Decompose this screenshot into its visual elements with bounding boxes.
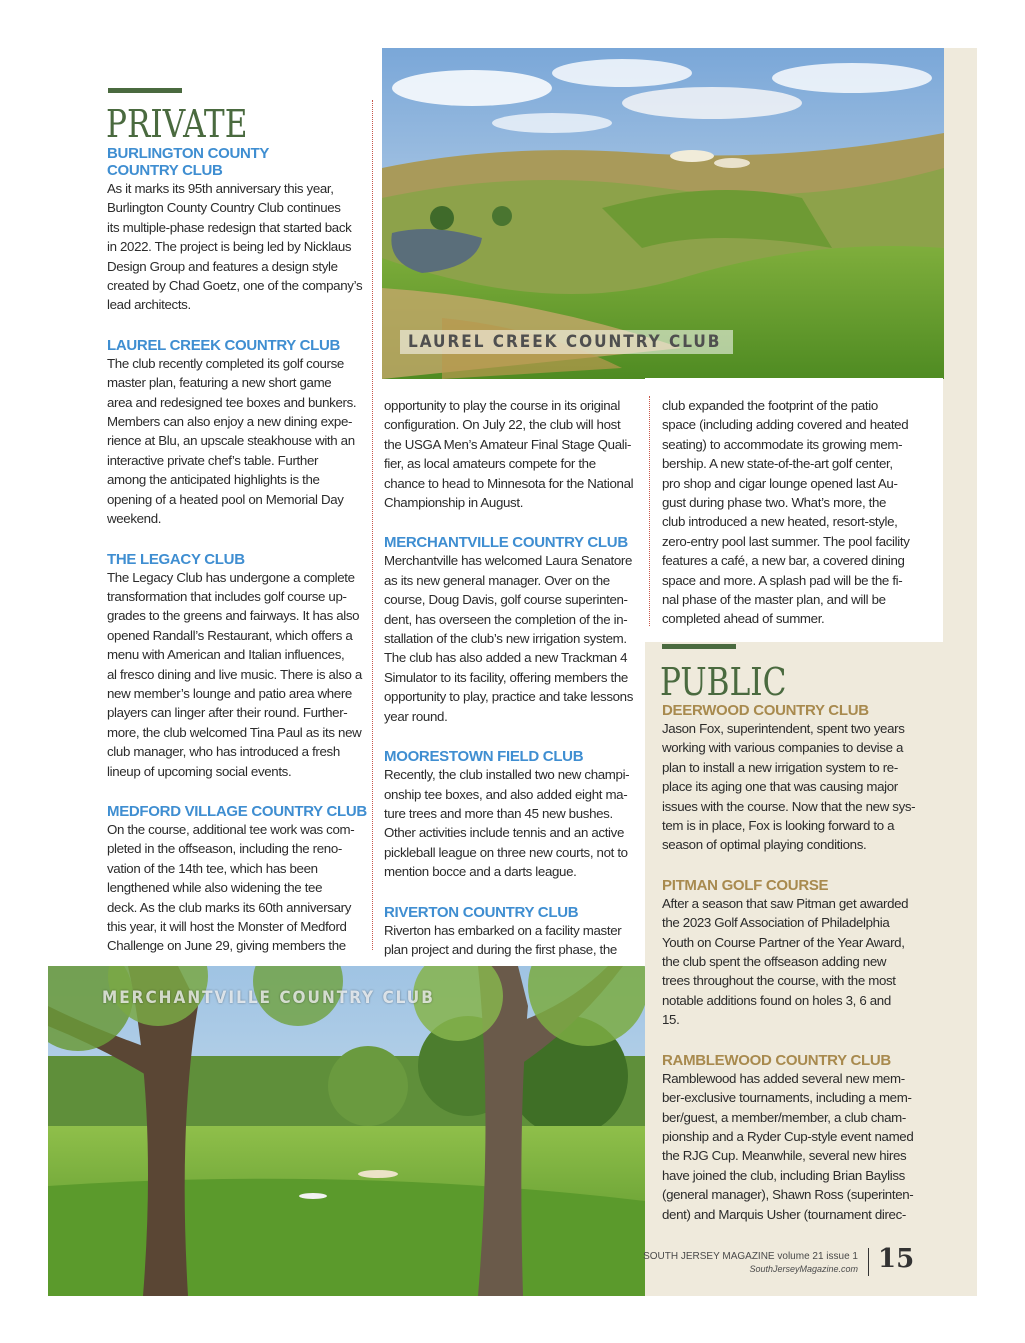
page-number: 15 (878, 1244, 915, 1274)
club-name: THE LEGACY CLUB (107, 550, 245, 568)
club-name: RIVERTON COUNTRY CLUB (384, 903, 579, 921)
club-description: Riverton has embarked on a facility master plan project and during the first phase, the (384, 922, 622, 957)
club-merchantville (384, 534, 642, 726)
club-description: The Legacy Club has undergone a complete transformation that includes golf course up- grades to the greens and fairways. It has also opened Randall’s Restaurant, which offers a menu with American and Italian influences, al fresco dining and live music. There is also a new member’s lounge and patio area where players can linger after their round. Further- more, the club welcomed Tina Paul as its new club manager, who has introduced a fresh lineup of upcoming social events. (107, 569, 362, 779)
club-name: MERCHANTVILLE COUNTRY CLUB (384, 534, 628, 552)
club-name: MEDFORD VILLAGE COUNTRY CLUB (107, 802, 367, 820)
club-laurel-creek (107, 337, 367, 529)
club-name: PITMAN GOLF COURSE (662, 876, 829, 894)
laurel-creek-photo (382, 48, 944, 379)
footer-divider (868, 1248, 869, 1276)
club-description: Merchantville has welcomed Laura Senatore as its new general manager. Over on the course, Doug Davis, golf course superinten- dent, has overseen the completion of the in- stallation of the club’s new irrigation system. The club has also added a new Trackman 4 Simulator to its facility, offering members the opportunity to play, practice and take lessons year round. (384, 553, 634, 724)
merchantville-photo (48, 966, 645, 1296)
club-name: MOORESTOWN FIELD CLUB (384, 748, 584, 766)
club-description: After a season that saw Pitman get awarded the 2023 Golf Association of Philadelphia Youth on Course Partner of the Year Award, the club spent the offseason adding new trees throughout the course, with the most notable additions found on holes 3, 6 and 15. (662, 895, 909, 1028)
riverton-continuation: club expanded the footprint of the patio space (including adding covered and heated seating) to accommodate its growing mem- bership. A new state-of-the-art golf center, pro shop and cigar lounge opened last Au- gust during phase two. What’s more, the club introduced a new heated, resort-style, zero-entry pool last summer. The pool facility features a café, a new bar, a covered dining space and more. A splash pad will be the fi- nal phase of the master plan, and will be completed ahead of summer. (662, 398, 910, 627)
club-pitman (662, 877, 937, 1030)
club-description: As it marks its 95th anniversary this year, Burlington County Country Club continues its multiple-phase redesign that started back in 2022. The project is being led by Nicklaus Design Group and features a design style created by Chad Goetz, one of the company’s lead architects. (107, 181, 363, 313)
club-name: DEERWOOD COUNTRY CLUB (662, 702, 869, 719)
club-description: On the course, additional tee work was com- pleted in the offseason, including the reno- vation of the 14th tee, which has been lengthened while also widening the tee deck. As the club marks its 60th anniversary this year, it will host the Monster of Medford Challenge on June 29, giving members the (107, 821, 355, 954)
column-divider-1 (372, 100, 373, 950)
club-name (107, 145, 367, 179)
footer-issue: volume 21 issue 1 (777, 1251, 858, 1262)
club-description: Recently, the club installed two new champi- onship tee boxes, and also added eight ma- ture trees and more than 45 new bushes. Other activities include tennis and an active pickleball league on three new courts, not to mention bocce and a darts league. (384, 767, 630, 880)
medford-continuation (384, 396, 642, 512)
club-description: opportunity to play the course in its original configuration. On July 22, the club will host the USGA Men’s Amateur Final Stage Quali- fier, as local amateurs compete for the chance to head to Minnesota for the National Championship in August. (384, 398, 634, 511)
club-ramblewood (662, 1052, 937, 1224)
club-deerwood (662, 702, 937, 855)
private-heading: PRIVATE (106, 102, 248, 146)
club-name-line-2: COUNTRY CLUB (107, 162, 223, 179)
private-accent-bar (108, 88, 182, 93)
laurel-creek-photo-label: LAUREL CREEK COUNTRY CLUB (400, 330, 733, 354)
private-column-1 (107, 145, 367, 978)
club-description: Ramblewood has added several new mem- ber-exclusive tournaments, including a mem- ber/guest, a member/member, a club cham- pionship and a Ryder Cup-style event named the RJG Cup. Meanwhile, several new hires have joined the club, including Brian Bayliss (general manager), Shawn Ross (superinten- dent) and Marquis Usher (tournament direc- (662, 1070, 914, 1222)
club-name: LAUREL CREEK COUNTRY CLUB (107, 336, 341, 354)
footer-magazine-line (600, 1251, 858, 1263)
club-legacy (107, 551, 367, 781)
club-description: The club recently completed its golf course master plan, featuring a new short game area and redesigned tee boxes and bunkers. Members can also enjoy a new dining expe- rience at Blu, an upscale steakhouse with an interactive private chef’s table. Further among the anticipated highlights is the opening of a heated pool on Memorial Day weekend. (107, 355, 357, 527)
public-column (662, 702, 937, 1246)
public-accent-bar (662, 644, 736, 649)
public-heading: PUBLIC (660, 660, 787, 704)
private-column-2 (384, 396, 642, 981)
private-column-3 (662, 396, 937, 629)
merchantville-photo-label: MERCHANTVILLE COUNTRY CLUB (102, 988, 435, 1008)
club-name-line-1: BURLINGTON COUNTY (107, 145, 270, 162)
club-name: RAMBLEWOOD COUNTRY CLUB (662, 1051, 891, 1069)
club-moorestown-field (384, 748, 642, 881)
club-description: Jason Fox, superintendent, spent two years working with various companies to devise a plan to install a new irrigation system to re- place its aging one that was causing major issues with the course. Now that the new sys- tem is in place, Fox is looking forward to a season of optimal playing conditions. (662, 721, 916, 853)
club-medford-village (107, 803, 367, 956)
footer-url: SouthJerseyMagazine.com (749, 1264, 858, 1274)
column-divider-2 (649, 396, 650, 626)
club-riverton (384, 904, 642, 960)
footer-magazine-name: SOUTH JERSEY MAGAZINE (643, 1251, 775, 1262)
merchantville-landscape-image (48, 966, 645, 1296)
club-burlington (107, 145, 367, 315)
